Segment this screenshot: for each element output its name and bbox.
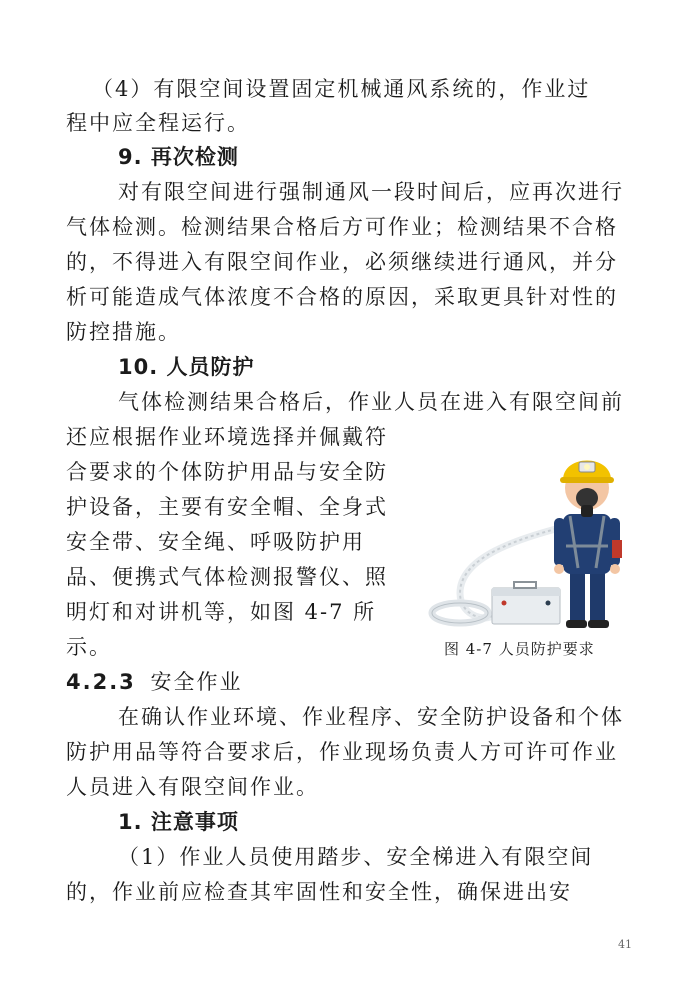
- paragraph-line: 防护用品等符合要求后，作业现场负责人方可许可作业: [66, 740, 618, 764]
- paragraph-line: 程中应全程运行。: [66, 111, 250, 135]
- page-number: 41: [618, 938, 632, 951]
- paragraph-line: 对有限空间进行强制通风一段时间后，应再次进行: [118, 180, 624, 204]
- section-title: 安全作业: [150, 670, 243, 694]
- heading-precautions: 1. 注意事项: [118, 810, 239, 834]
- paragraph-line: 在确认作业环境、作业程序、安全防护设备和个体: [118, 705, 624, 729]
- paragraph-line: 合要求的个体防护用品与安全防: [66, 460, 388, 484]
- paragraph-line: 的，不得进入有限空间作业，必须继续进行通风，并分: [66, 250, 618, 274]
- heading-personal-protection: 10. 人员防护: [118, 355, 255, 379]
- paragraph-line: 人员进入有限空间作业。: [66, 775, 319, 799]
- paragraph-line: 示。: [66, 635, 112, 659]
- paragraph-line: 安全带、安全绳、呼吸防护用: [66, 530, 365, 554]
- paragraph-line: （1）作业人员使用踏步、安全梯进入有限空间: [118, 845, 594, 869]
- worker-with-breathing-apparatus-icon: [420, 428, 630, 633]
- paragraph-line: 品、便携式气体检测报警仪、照: [66, 565, 388, 589]
- paragraph-line: 析可能造成气体浓度不合格的原因，采取更具针对性的: [66, 285, 618, 309]
- section-number: 4.2.3: [66, 670, 136, 694]
- heading-recheck: 9. 再次检测: [118, 145, 239, 169]
- paragraph-line: 的，作业前应检查其牢固性和安全性，确保进出安: [66, 880, 572, 904]
- paragraph-line: 护设备，主要有安全帽、全身式: [66, 495, 388, 519]
- paragraph-line: 还应根据作业环境选择并佩戴符: [66, 425, 388, 449]
- paragraph-line: 明灯和对讲机等，如图 4-7 所: [66, 600, 377, 624]
- paragraph-line: 气体检测结果合格后，作业人员在进入有限空间前: [118, 390, 624, 414]
- section-heading: [66, 667, 242, 697]
- paragraph-line: （4）有限空间设置固定机械通风系统的，作业过: [92, 77, 591, 101]
- paragraph-line: 气体检测。检测结果合格后方可作业；检测结果不合格: [66, 215, 618, 239]
- paragraph-line: 防控措施。: [66, 320, 181, 344]
- figure-caption: 图 4-7 人员防护要求: [444, 640, 595, 658]
